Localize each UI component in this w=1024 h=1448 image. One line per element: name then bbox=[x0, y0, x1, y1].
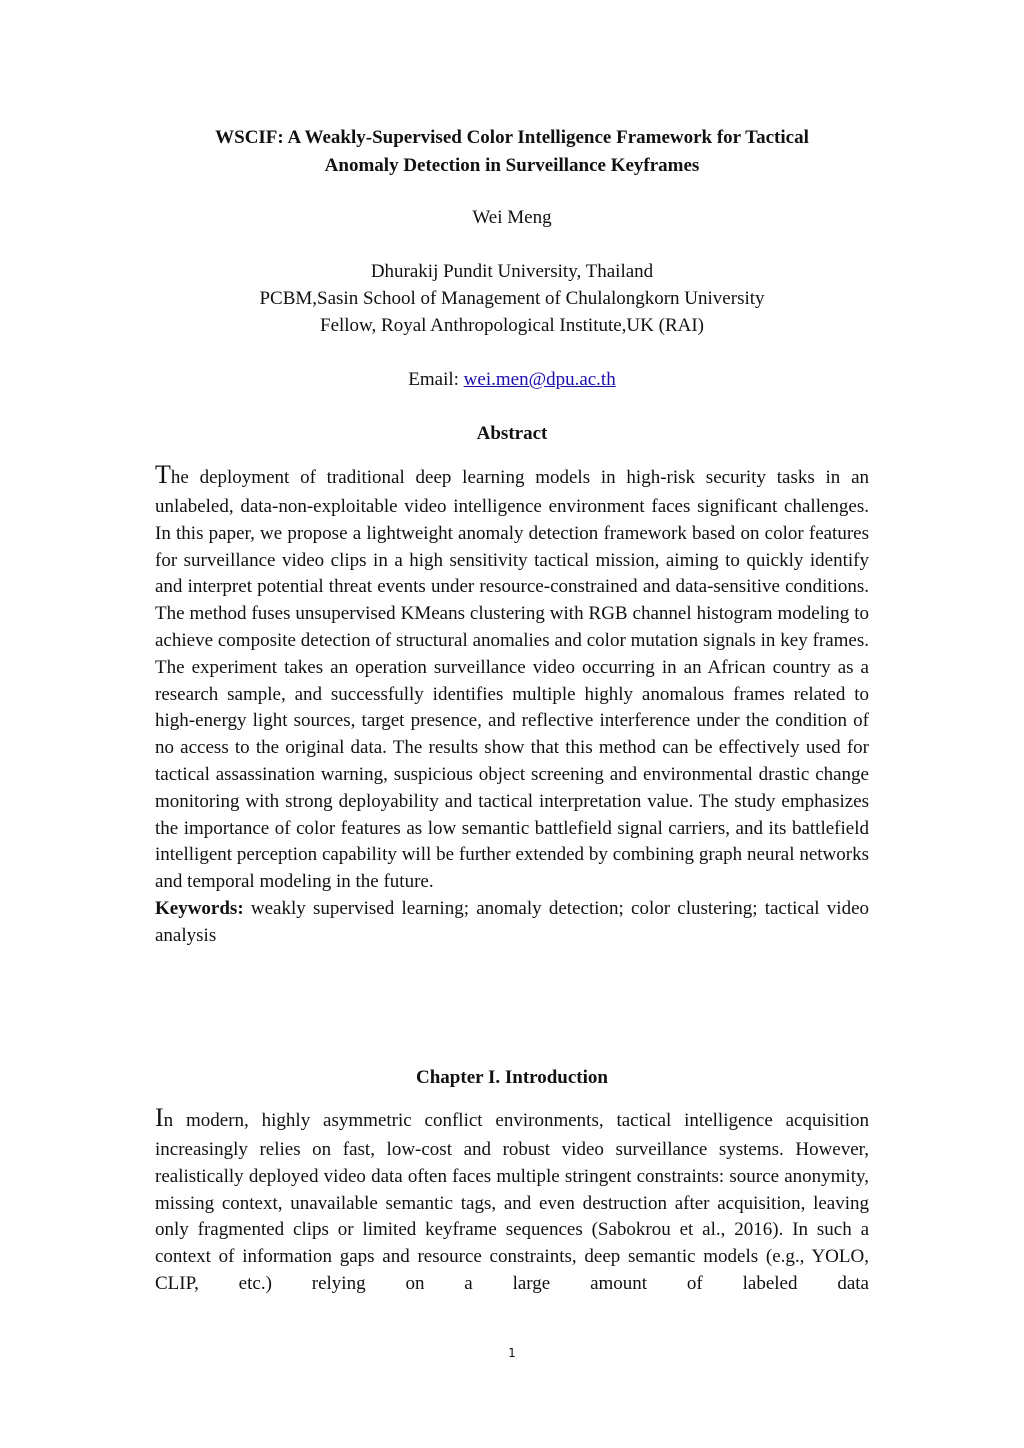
introduction-first-line bbox=[155, 1099, 869, 1137]
paper-title-line-1: WSCIF: A Weakly-Supervised Color Intelligence Framework for Tactical bbox=[215, 127, 809, 148]
introduction-dropcap: I bbox=[155, 1103, 164, 1132]
introduction-body bbox=[155, 1099, 869, 1298]
introduction-heading: Chapter I. Introduction bbox=[416, 1067, 608, 1088]
affiliation-3: Fellow, Royal Anthropological Institute,UK (RAI) bbox=[320, 315, 704, 336]
affiliation-1: Dhurakij Pundit University, Thailand bbox=[370, 261, 654, 282]
abstract-first-line bbox=[155, 456, 869, 494]
paper-title bbox=[140, 124, 884, 180]
abstract-heading: Abstract bbox=[476, 423, 548, 444]
keywords-text: weakly supervised learning; anomaly detection; color clustering; tactical video analysis bbox=[155, 897, 869, 946]
keywords-line bbox=[155, 896, 869, 950]
abstract-first-line-text: he deployment of traditional deep learning models in high-risk security tasks in an bbox=[170, 467, 869, 488]
abstract-paragraph: unlabeled, data-non-exploitable video intelligence environment faces significant challenges. In this paper, we propose a lightweight anomaly detection framework based on color features for surveillance video clips in a high sensitivity tactical mission, aiming to quickly identify and interpret potential threat events under resource-constrained and data-sensitive conditions. The method fuses unsupervised KMeans clustering with RGB channel histogram modeling to achieve composite detection of structural anomalies and color mutation signals in key frames. The experiment takes an operation surveillance video occurring in an African country as a research sample, and successfully identifies multiple highly anomalous frames related to high-energy light sources, target presence, and reflective interference under the condition of no access to the original data. The results show that this method can be effectively used for tactical assassination warning, suspicious object screening and environmental drastic change monitoring with strong deployability and tactical interpretation value. The study emphasizes the importance of color features as low semantic battlefield signal carriers, and its battlefield intelligent perception capability will be further extended by combining graph neural networks and temporal modeling in the future. bbox=[155, 496, 869, 893]
abstract-dropcap: T bbox=[155, 460, 171, 489]
abstract-body bbox=[155, 456, 869, 950]
author-name: Wei Meng bbox=[472, 207, 552, 228]
page-number: 1 bbox=[508, 1346, 516, 1360]
email-line bbox=[140, 366, 884, 393]
email-link[interactable]: wei.men@dpu.ac.th bbox=[463, 369, 616, 390]
affiliation-2: PCBM,Sasin School of Management of Chulalongkorn University bbox=[259, 288, 765, 309]
keywords-label: Keywords: bbox=[155, 897, 244, 919]
introduction-first-line-text: n modern, highly asymmetric conflict environments, tactical intelligence acquisition bbox=[163, 1110, 869, 1131]
paper-title-line-2: Anomaly Detection in Surveillance Keyframes bbox=[324, 155, 700, 176]
email-label: Email: bbox=[408, 369, 464, 390]
introduction-paragraph: increasingly relies on fast, low-cost and robust video surveillance systems. However, realistically deployed video data often faces multiple stringent constraints: source anonymity, missing context, unavailable semantic tags, and even destruction after acquisition, leaving only fragmented clips or limited keyframe sequences (Sabokrou et al., 2016). In such a context of information gaps and resource constraints, deep semantic models (e.g., YOLO, CLIP, etc.) relying on a large amount of labeled data bbox=[155, 1139, 869, 1294]
